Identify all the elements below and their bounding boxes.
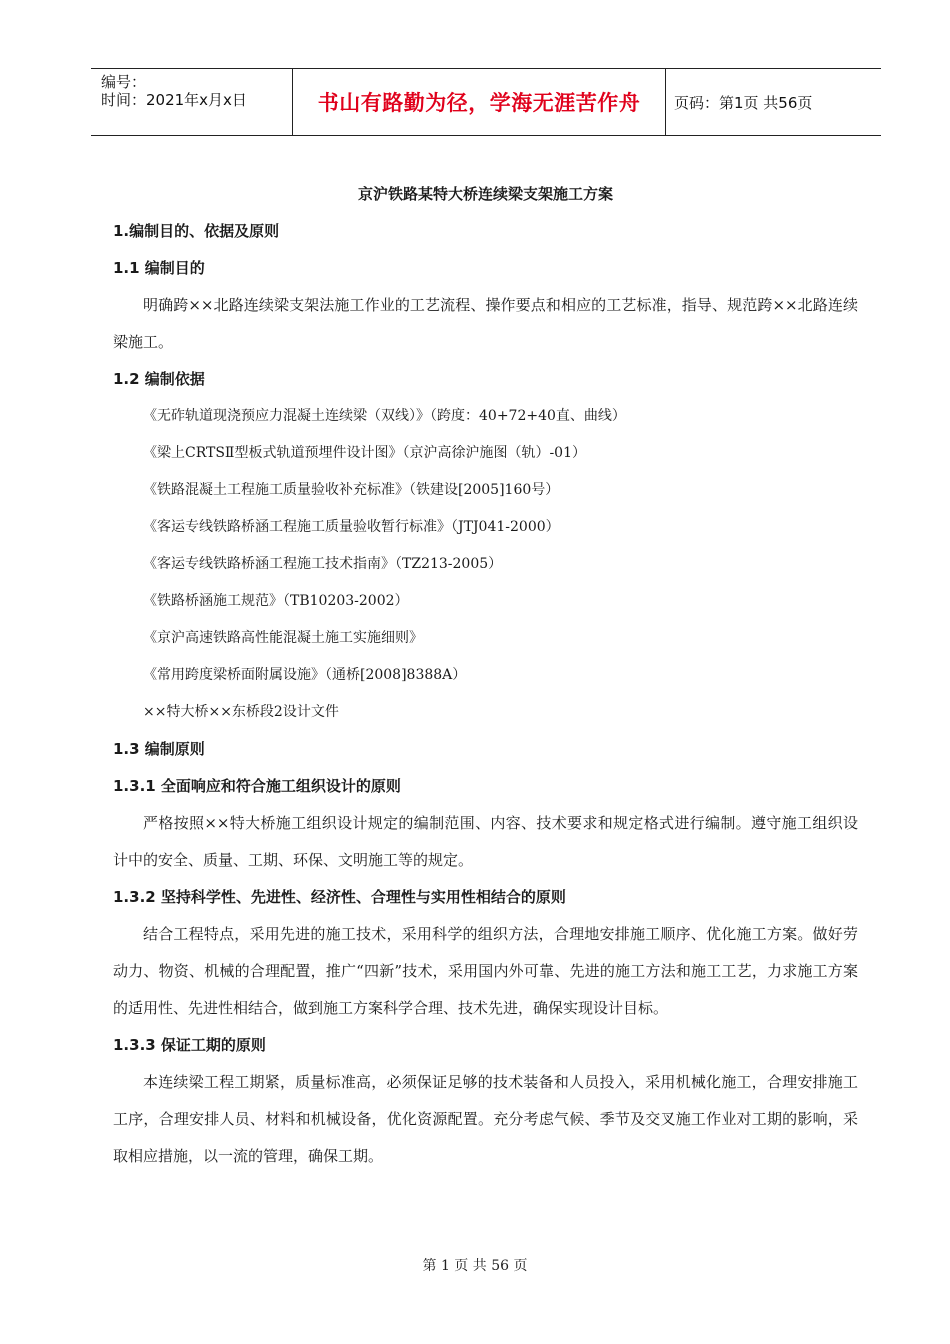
paragraph-principle-3: 本连续梁工程工期紧，质量标准高，必须保证足够的技术装备和人员投入，采用机械化施工，合理安排施工工序，合理安排人员、材料和机械设备，优化资源配置。充分考虑气候、季节及交叉施工作业对工期的影响，采取相应措施，以一流的管理，确保工期。 bbox=[113, 1073, 858, 1165]
page-header bbox=[91, 68, 881, 136]
reference-item: 《客运专线铁路桥涵工程施工技术指南》（TZ213-2005） bbox=[143, 556, 503, 572]
document-body bbox=[113, 176, 858, 1175]
number-label: 编号： bbox=[101, 73, 147, 91]
paragraph-principle-1: 严格按照××特大桥施工组织设计规定的编制范围、内容、技术要求和规定格式进行编制。遵守施工组织设计中的安全、质量、工期、环保、文明施工等的规定。 bbox=[113, 814, 858, 869]
header-meta bbox=[91, 69, 293, 135]
section-1-2-heading: 1.2 编制依据 bbox=[113, 370, 205, 388]
section-1-1-heading: 1.1 编制目的 bbox=[113, 259, 205, 277]
section-1-heading: 1.编制目的、依据及原则 bbox=[113, 222, 280, 240]
reference-item: 《铁路混凝土工程施工质量验收补充标准》（铁建设[2005]160号） bbox=[143, 482, 560, 498]
document-title: 京沪铁路某特大桥连续梁支架施工方案 bbox=[357, 185, 613, 203]
section-1-3-heading: 1.3 编制原则 bbox=[113, 740, 205, 758]
reference-item: 《客运专线铁路桥涵工程施工质量验收暂行标准》（JTJ041-2000） bbox=[143, 519, 560, 535]
header-motto: 书山有路勤为径，学海无涯苦作舟 bbox=[293, 69, 666, 135]
section-1-3-3-heading: 1.3.3 保证工期的原则 bbox=[113, 1036, 266, 1054]
reference-item: ××特大桥××东桥段2设计文件 bbox=[143, 704, 339, 720]
page-footer: 第 1 页 共 56 页 bbox=[422, 1258, 528, 1274]
header-page-info: 页码：第1页 共56页 bbox=[674, 93, 813, 112]
paragraph-principle-2: 结合工程特点，采用先进的施工技术，采用科学的组织方法，合理地安排施工顺序、优化施工方案。做好劳动力、物资、机械的合理配置，推广“四新”技术，采用国内外可靠、先进的施工方法和施工工艺，力求施工方案的适用性、先进性相结合，做到施工方案科学合理、技术先进，确保实现设计目标。 bbox=[113, 925, 858, 1017]
reference-item: 《常用跨度梁桥面附属设施》（通桥[2008]8388A） bbox=[143, 667, 467, 683]
reference-item: 《京沪高速铁路高性能混凝土施工实施细则》 bbox=[143, 630, 423, 646]
reference-item: 《梁上CRTSⅡ型板式轨道预埋件设计图》（京沪高徐沪施图（轨）-01） bbox=[143, 445, 586, 461]
section-1-3-1-heading: 1.3.1 全面响应和符合施工组织设计的原则 bbox=[113, 777, 401, 795]
section-1-3-2-heading: 1.3.2 坚持科学性、先进性、经济性、合理性与实用性相结合的原则 bbox=[113, 888, 566, 906]
time-label: 时间：2021年x月x日 bbox=[101, 91, 247, 109]
paragraph-purpose: 明确跨××北路连续梁支架法施工作业的工艺流程、操作要点和相应的工艺标准，指导、规范跨××北路连续梁施工。 bbox=[113, 296, 858, 351]
reference-item: 《无砟轨道现浇预应力混凝土连续梁（双线）》（跨度：40+72+40直、曲线） bbox=[143, 408, 626, 424]
reference-item: 《铁路桥涵施工规范》（TB10203-2002） bbox=[143, 593, 409, 609]
